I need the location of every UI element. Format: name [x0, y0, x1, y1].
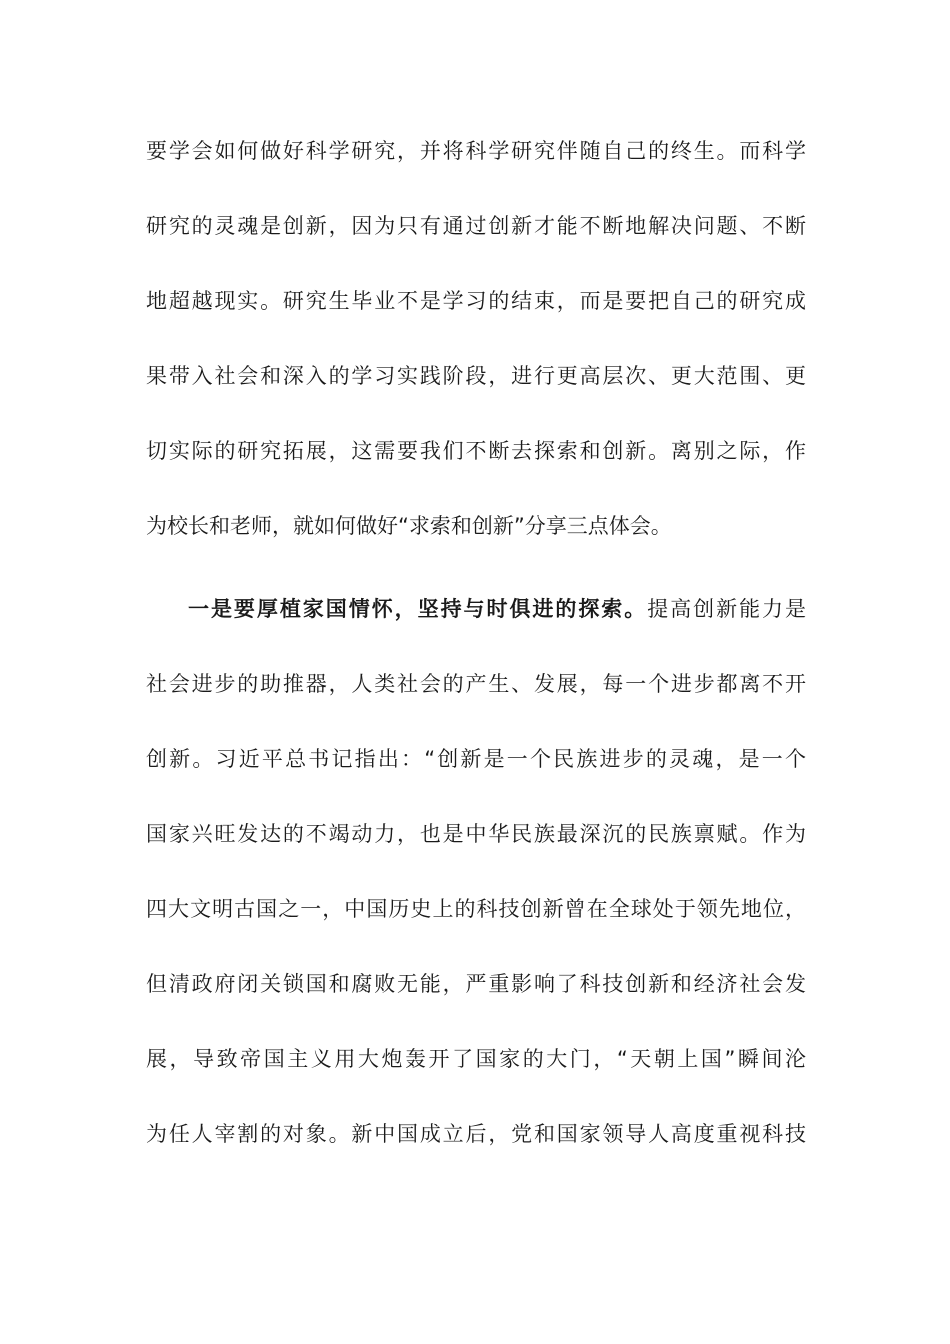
paragraph-2-first-line — [188, 594, 806, 624]
paragraph-2-line: 国家兴旺发达的不竭动力，也是中华民族最深沉的民族禀赋。作为 — [146, 822, 806, 846]
paragraph-2-line: 展，导致帝国主义用大炮轰开了国家的大门，“天朝上国”瞬间沦 — [146, 1047, 806, 1071]
paragraph-1-line: 要学会如何做好科学研究，并将科学研究伴随自己的终生。而科学 — [146, 139, 806, 163]
section-heading: 一是要厚植家国情怀，坚持与时俱进的探索。 — [188, 597, 648, 621]
paragraph-2-line: 社会进步的助推器，人类社会的产生、发展，每一个进步都离不开 — [146, 672, 806, 696]
paragraph-1-line: 研究的灵魂是创新，因为只有通过创新才能不断地解决问题、不断 — [146, 214, 806, 238]
paragraph-1-line: 切实际的研究拓展，这需要我们不断去探索和创新。离别之际，作 — [146, 439, 806, 463]
paragraph-1-line: 为校长和老师，就如何做好“求索和创新”分享三点体会。 — [146, 514, 672, 538]
paragraph-2-line: 四大文明古国之一，中国历史上的科技创新曾在全球处于领先地位， — [146, 897, 806, 921]
paragraph-1-line: 果带入社会和深入的学习实践阶段，进行更高层次、更大范围、更 — [146, 364, 806, 388]
paragraph-1-line: 地超越现实。研究生毕业不是学习的结束，而是要把自己的研究成 — [146, 289, 806, 313]
paragraph-2-line: 但清政府闭关锁国和腐败无能，严重影响了科技创新和经济社会发 — [146, 972, 806, 996]
paragraph-2-line: 创新。习近平总书记指出：“创新是一个民族进步的灵魂，是一个 — [146, 747, 806, 771]
paragraph-2-line: 为任人宰割的对象。新中国成立后，党和国家领导人高度重视科技 — [146, 1122, 806, 1146]
paragraph-2-first-line-text: 提高创新能力是 — [647, 597, 807, 621]
